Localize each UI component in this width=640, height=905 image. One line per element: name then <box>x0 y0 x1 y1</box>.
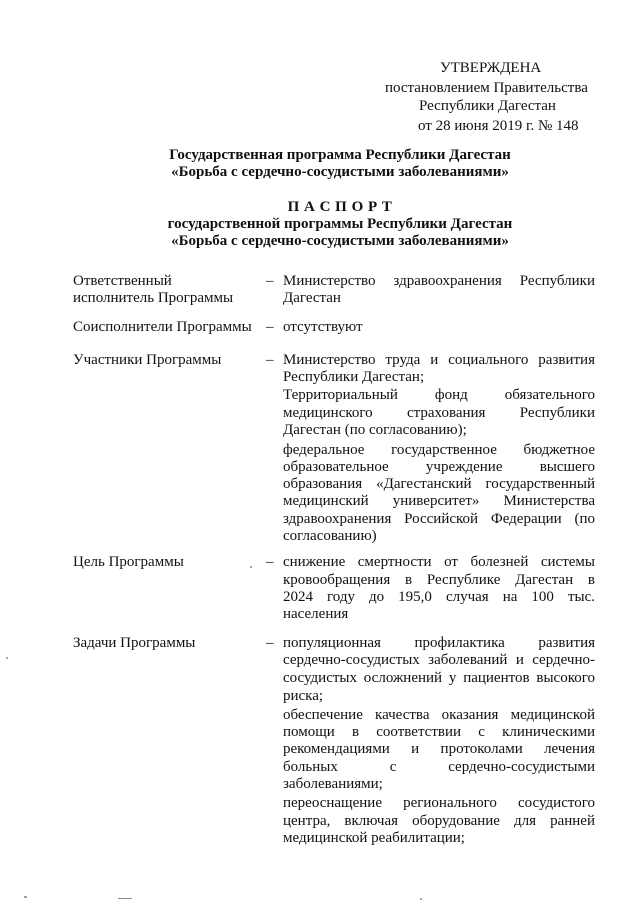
row-coexecutors-dash: – <box>266 319 274 335</box>
row-participants-value-5: Дагестан (по согласованию); <box>283 422 467 438</box>
program-title-line-2: «Борьба с сердечно-сосудистыми заболеваниями» <box>171 164 509 180</box>
scan-speck <box>118 898 132 899</box>
row-goal-value-1: снижение смертности от болезней системы <box>283 554 595 570</box>
row-participants-dash: – <box>266 352 274 368</box>
row-goal-value-4: населения <box>283 606 349 622</box>
row-tasks-value-4: риска; <box>283 688 324 704</box>
scan-speck <box>250 566 252 568</box>
approval-date: от 28 июня 2019 г. № 148 <box>418 118 579 134</box>
row-participants-value-9: медицинский университет» Министерства <box>283 493 595 509</box>
row-tasks-value-6: помощи в соответствии с клиническими <box>283 724 595 740</box>
row-participants-value-10: здравоохранения Российской Федерации (по <box>283 511 595 527</box>
row-coexecutors-label: Соисполнители Программы <box>73 319 252 335</box>
row-participants-value-3: Территориальный фонд обязательного <box>283 387 595 403</box>
row-tasks-value-5: обеспечение качества оказания медицинской <box>283 707 595 723</box>
row-goal-label: Цель Программы <box>73 554 184 570</box>
row-responsible-value-2: Дагестан <box>283 290 341 306</box>
row-tasks-value-2: сердечно-сосудистых заболеваний и сердечно- <box>283 652 595 668</box>
row-tasks-dash: – <box>266 635 274 651</box>
passport-title-line-2: «Борьба с сердечно-сосудистыми заболеваниями» <box>171 233 509 249</box>
row-tasks-value-8: больных с сердечно-сосудистыми <box>283 759 595 775</box>
approval-line-2: Республики Дагестан <box>419 98 556 114</box>
row-responsible-label-2: исполнитель Программы <box>73 290 234 306</box>
row-participants-value-8: образования «Дагестанский государственный <box>283 476 595 492</box>
row-participants-label: Участники Программы <box>73 352 222 368</box>
row-responsible-label-1: Ответственный <box>73 273 172 289</box>
row-participants-value-1: Министерство труда и социального развития <box>283 352 595 368</box>
row-tasks-value-10: переоснащение регионального сосудистого <box>283 795 595 811</box>
row-goal-value-3: 2024 году до 195,0 случая на 100 тыс. <box>283 589 595 605</box>
row-tasks-value-7: рекомендациями и протоколами лечения <box>283 741 595 757</box>
row-tasks-value-1: популяционная профилактика развития <box>283 635 595 651</box>
row-responsible-value-1: Министерство здравоохранения Республики <box>283 273 595 289</box>
row-participants-value-7: образовательное учреждение высшего <box>283 459 595 475</box>
approval-line-1: постановлением Правительства <box>385 80 588 96</box>
row-goal-dash: – <box>266 554 274 570</box>
scan-speck <box>6 657 8 659</box>
row-coexecutors-value: отсутствуют <box>283 319 363 335</box>
passport-title-line-1: государственной программы Республики Дагестан <box>167 216 513 232</box>
scan-speck <box>420 898 422 900</box>
passport-heading: П А С П О Р Т <box>287 199 393 215</box>
scan-speck <box>24 896 27 898</box>
row-tasks-value-3: сосудистых осложнений у пациентов высокого <box>283 670 595 686</box>
row-tasks-value-9: заболеваниями; <box>283 776 383 792</box>
row-tasks-value-11: центра, включая оборудование для ранней <box>283 813 595 829</box>
row-participants-value-2: Республики Дагестан; <box>283 369 425 385</box>
row-participants-value-4: медицинского страхования Республики <box>283 405 595 421</box>
row-participants-value-6: федеральное государственное бюджетное <box>283 442 595 458</box>
row-responsible-dash: – <box>266 273 274 289</box>
program-title-line-1: Государственная программа Республики Дагестан <box>169 147 511 163</box>
row-goal-value-2: кровообращения в Республике Дагестан в <box>283 572 595 588</box>
row-tasks-label: Задачи Программы <box>73 635 196 651</box>
approval-title: УТВЕРЖДЕНА <box>440 60 542 76</box>
row-participants-value-11: согласованию) <box>283 528 377 544</box>
row-tasks-value-12: медицинской реабилитации; <box>283 830 465 846</box>
